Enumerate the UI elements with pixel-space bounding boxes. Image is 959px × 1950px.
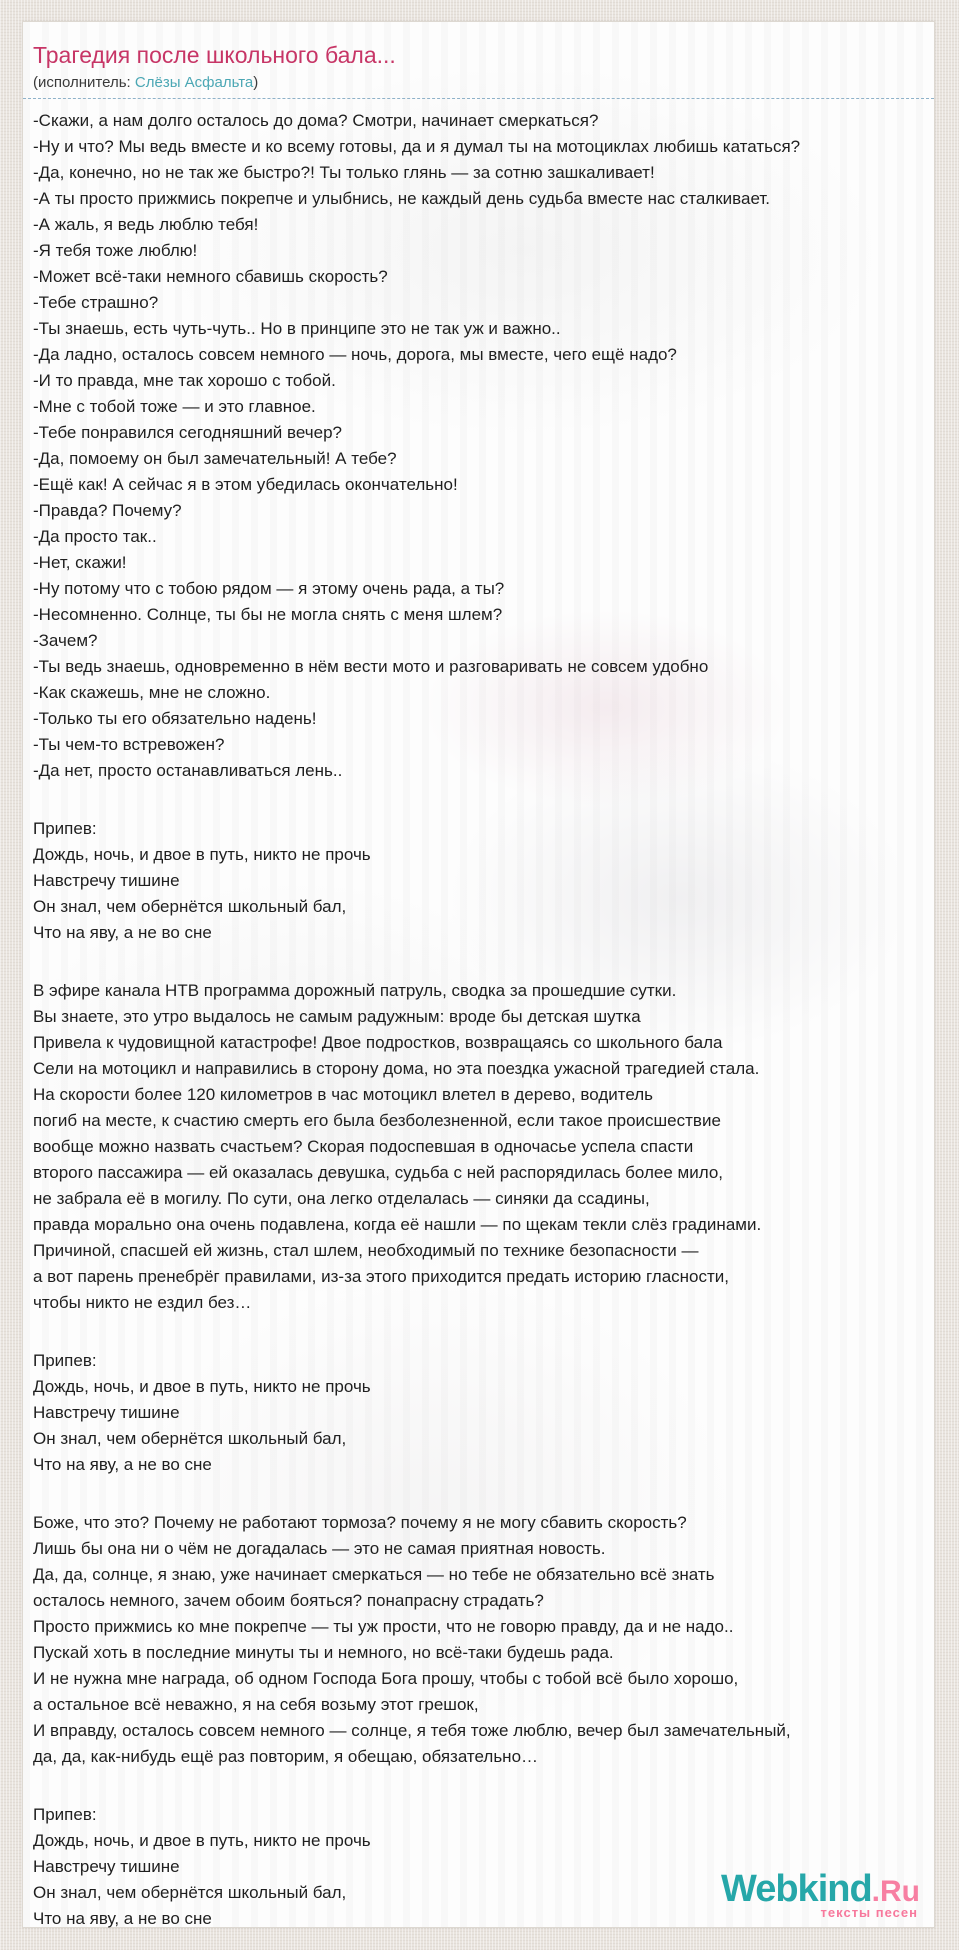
lyric-line: Он знал, чем обернётся школьный бал, bbox=[33, 1883, 347, 1902]
artist-line bbox=[33, 73, 922, 93]
page-title: Трагедия после школьного бала... bbox=[33, 42, 396, 68]
lyric-line: а остальное всё неважно, я на себя возьму этот грешок, bbox=[33, 1695, 479, 1714]
lyric-line: И не нужна мне награда, об одном Господа Бога прошу, чтобы с тобой всё было хорошо, bbox=[33, 1669, 739, 1688]
lyric-line: -Тебе страшно? bbox=[33, 293, 159, 312]
lyric-line: -Ну потому что с тобою рядом — я этому очень рада, а ты? bbox=[33, 579, 505, 598]
lyric-line: -Да, конечно, но не так же быстро?! Ты только глянь — за сотню зашкаливает! bbox=[33, 163, 655, 182]
lyric-line: -Несомненно. Солнце, ты бы не могла снять с меня шлем? bbox=[33, 605, 503, 624]
lyric-line: погиб на месте, к счастию смерть его была безболезненной, если такое происшествие bbox=[33, 1111, 721, 1130]
lyric-line: Припев: bbox=[33, 819, 97, 838]
lyric-line: правда морально она очень подавлена, когда её нашли — по щекам текли слёз градинами. bbox=[33, 1215, 762, 1234]
lyrics-card bbox=[22, 21, 935, 1928]
lyric-line: -Ты чем-то встревожен? bbox=[33, 735, 225, 754]
lyric-line: -Ну и что? Мы ведь вместе и ко всему готовы, да и я думал ты на мотоциклах любишь кататься? bbox=[33, 137, 801, 156]
lyrics-section bbox=[33, 816, 922, 946]
lyric-line: Дождь, ночь, и двое в путь, никто не прочь bbox=[33, 845, 371, 864]
webkind-logo-main: Webkind bbox=[721, 1868, 872, 1910]
lyrics-section bbox=[33, 1510, 922, 1770]
lyric-line: Припев: bbox=[33, 1805, 97, 1824]
lyric-line: На скорости более 120 километров в час мотоцикл влетел в дерево, водитель bbox=[33, 1085, 654, 1104]
dashed-separator bbox=[23, 98, 934, 99]
lyric-line: -Мне с тобой тоже — и это главное. bbox=[33, 397, 316, 416]
lyric-line: второго пассажира — ей оказалась девушка, судьба с ней распорядилась более мило, bbox=[33, 1163, 724, 1182]
lyric-line: Вы знаете, это утро выдалось не самым радужным: вроде бы детская шутка bbox=[33, 1007, 641, 1026]
lyric-line: -Да просто так.. bbox=[33, 527, 157, 546]
webkind-logo-tagline: тексты песен bbox=[820, 1905, 918, 1920]
lyric-line: Боже, что это? Почему не работают тормоза? почему я не могу сбавить скорость? bbox=[33, 1513, 687, 1532]
lyric-line: Лишь бы она ни о чём не догадалась — это не самая приятная новость. bbox=[33, 1539, 606, 1558]
lyric-line: -А жаль, я ведь люблю тебя! bbox=[33, 215, 259, 234]
lyric-line: -И то правда, мне так хорошо с тобой. bbox=[33, 371, 336, 390]
lyric-line: Что на яву, а не во сне bbox=[33, 1455, 212, 1474]
lyric-line: -Нет, скажи! bbox=[33, 553, 127, 572]
lyric-line: -Скажи, а нам долго осталось до дома? Смотри, начинает смеркаться? bbox=[33, 111, 599, 130]
lyric-line: Дождь, ночь, и двое в путь, никто не прочь bbox=[33, 1831, 371, 1850]
lyric-line: И вправду, осталось совсем немного — солнце, я тебя тоже люблю, вечер был замечательный, bbox=[33, 1721, 791, 1740]
artist-suffix: ) bbox=[253, 74, 259, 91]
lyric-line: Да, да, солнце, я знаю, уже начинает смеркаться — но тебе не обязательно всё знать bbox=[33, 1565, 715, 1584]
lyric-line: Дождь, ночь, и двое в путь, никто не прочь bbox=[33, 1377, 371, 1396]
lyric-line: Просто прижмись ко мне покрепче — ты уж прости, что не говорю правду, да и не надо.. bbox=[33, 1617, 734, 1636]
lyric-line: вообще можно назвать счастьем? Скорая подоспевшая в одночасье успела спасти bbox=[33, 1137, 694, 1156]
lyric-line: -Только ты его обязательно надень! bbox=[33, 709, 317, 728]
lyric-line: не забрала её в могилу. По сути, она легко отделалась — синяки да ссадины, bbox=[33, 1189, 650, 1208]
lyric-line: Навстречу тишине bbox=[33, 871, 180, 890]
lyric-line: -Может всё-таки немного сбавишь скорость? bbox=[33, 267, 388, 286]
lyric-line: Навстречу тишине bbox=[33, 1857, 180, 1876]
lyric-line: да, да, как-нибудь ещё раз повторим, я обещаю, обязательно… bbox=[33, 1747, 539, 1766]
lyric-line: Он знал, чем обернётся школьный бал, bbox=[33, 1429, 347, 1448]
lyric-line: Причиной, спасшей ей жизнь, стал шлем, необходимый по технике безопасности — bbox=[33, 1241, 699, 1260]
lyric-line: -А ты просто прижмись покрепче и улыбнись, не каждый день судьба вместе нас сталкивает. bbox=[33, 189, 770, 208]
lyric-line: -Да ладно, осталось совсем немного — ночь, дорога, мы вместе, чего ещё надо? bbox=[33, 345, 677, 364]
lyric-line: -Да, помоему он был замечательный! А тебе? bbox=[33, 449, 397, 468]
lyric-line: -Ты ведь знаешь, одновременно в нём вести мото и разговаривать не совсем удобно bbox=[33, 657, 709, 676]
lyric-line: Пускай хоть в последние минуты ты и немного, но всё-таки будешь рада. bbox=[33, 1643, 614, 1662]
lyric-line: -Я тебя тоже люблю! bbox=[33, 241, 198, 260]
lyric-line: -Да нет, просто останавливаться лень.. bbox=[33, 761, 343, 780]
lyric-line: -Тебе понравился сегодняшний вечер? bbox=[33, 423, 342, 442]
lyric-line: Сели на мотоцикл и направились в сторону дома, но эта поездка ужасной трагедией стала. bbox=[33, 1059, 760, 1078]
lyric-line: -Ещё как! А сейчас я в этом убедилась окончательно! bbox=[33, 475, 458, 494]
lyric-line: а вот парень пренебрёг правилами, из-за этого приходится предать историю гласности, bbox=[33, 1267, 730, 1286]
webkind-logo[interactable] bbox=[721, 1870, 920, 1919]
lyric-line: Он знал, чем обернётся школьный бал, bbox=[33, 897, 347, 916]
lyrics-section bbox=[33, 1348, 922, 1478]
lyric-line: -Как скажешь, мне не сложно. bbox=[33, 683, 271, 702]
webkind-logo-suffix: .Ru bbox=[871, 1875, 920, 1908]
lyric-line: Привела к чудовищной катастрофе! Двое подростков, возвращаясь со школьного бала bbox=[33, 1033, 723, 1052]
lyrics-section bbox=[33, 978, 922, 1316]
lyrics-section bbox=[33, 108, 922, 784]
lyric-line: -Ты знаешь, есть чуть-чуть.. Но в принципе это не так уж и важно.. bbox=[33, 319, 561, 338]
lyrics-text bbox=[33, 108, 922, 1932]
lyric-line: Что на яву, а не во сне bbox=[33, 1909, 212, 1928]
lyric-line: Навстречу тишине bbox=[33, 1403, 180, 1422]
lyric-line: чтобы никто не ездил без… bbox=[33, 1293, 252, 1312]
lyric-line: Что на яву, а не во сне bbox=[33, 923, 212, 942]
artist-prefix: (исполнитель: bbox=[33, 74, 131, 91]
lyric-line: В эфире канала НТВ программа дорожный патруль, сводка за прошедшие сутки. bbox=[33, 981, 677, 1000]
artist-link[interactable]: Слёзы Асфальта bbox=[134, 74, 254, 91]
lyric-line: осталось немного, зачем обоим бояться? понапрасну страдать? bbox=[33, 1591, 544, 1610]
lyric-line: -Правда? Почему? bbox=[33, 501, 182, 520]
lyric-line: Припев: bbox=[33, 1351, 97, 1370]
lyric-line: -Зачем? bbox=[33, 631, 98, 650]
